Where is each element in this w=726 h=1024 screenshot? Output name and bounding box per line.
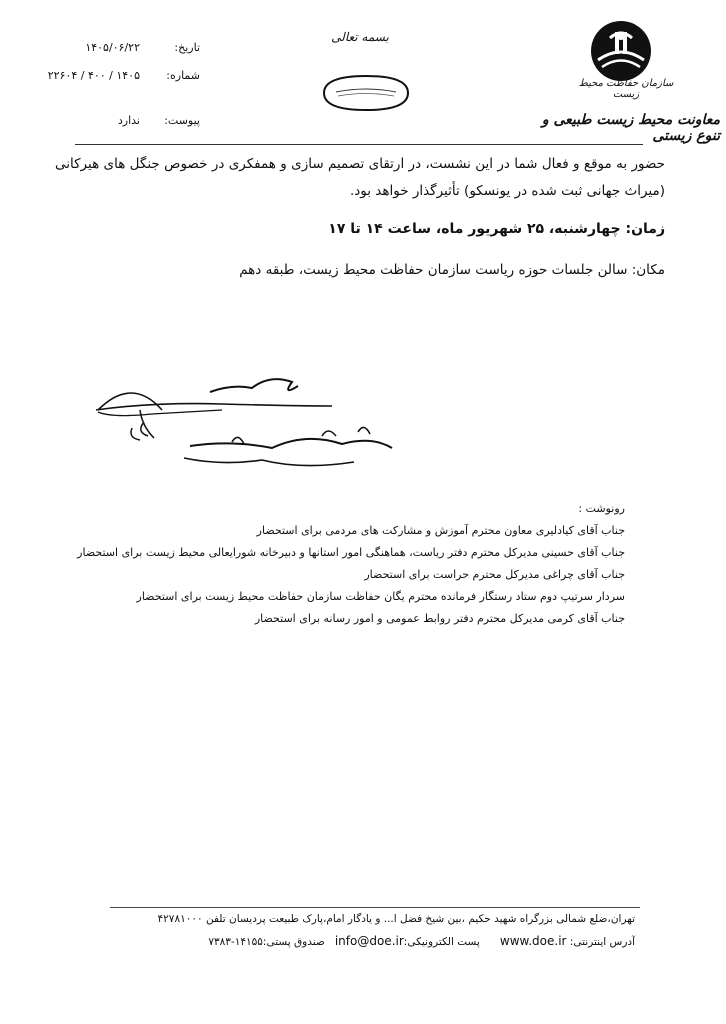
doe-logo	[590, 20, 652, 82]
cc-item: جناب آقای حسینی مدیرکل محترم دفتر ریاست، هماهنگی امور استانها و دبیرخانه شورایعالی محیط زیست برای استحضار	[77, 546, 625, 559]
email-label: پست الکترونیکی:	[403, 936, 480, 948]
cc-label: رونوشت :	[578, 502, 625, 515]
government-seal	[318, 72, 414, 114]
footer-contact	[110, 934, 635, 948]
cc-item: جناب آقای کیادلیری معاون محترم آموزش و مشارکت های مردمی برای استحضار	[256, 524, 625, 537]
attachment-value: ندارد	[117, 114, 140, 127]
email-link[interactable]: info@doe.ir	[334, 934, 404, 948]
pobox-value: ۱۴۱۵۵-۷۳۸۳	[208, 936, 263, 948]
handwritten-signature	[92, 366, 422, 476]
attachment-label: پیوست:	[164, 114, 200, 127]
website-label: آدرس اینترنتی:	[569, 936, 635, 948]
website-link[interactable]: www.doe.ir	[499, 934, 567, 948]
number-label: شماره:	[166, 69, 200, 82]
cc-item: جناب آقای چراغی مدیرکل محترم حراست برای استحضار	[364, 568, 625, 581]
meeting-time: زمان: چهارشنبه، ۲۵ شهریور ماه، ساعت ۱۴ تا ۱۷	[328, 221, 665, 237]
footer-address: تهران،ضلع شمالی بزرگراه شهید حکیم ،بین شیخ فضل ا... و یادگار امام،پارک طبیعت پردیسان تلفن ۴۲۷۸۱۰۰۰	[157, 913, 635, 925]
date-label: تاریخ:	[174, 41, 200, 54]
number-value: ۲۲۶۰۴ / ۴۰۰ / ۱۴۰۵	[47, 69, 140, 82]
header-divider	[75, 144, 643, 145]
meeting-place: مکان: سالن جلسات حوزه ریاست سازمان حفاظت محیط زیست، طبقه دهم	[239, 262, 665, 278]
body-paragraph: حضور به موقع و فعال شما در این نشست، در ارتقای تصمیم سازی و همفکری در خصوص جنگل های هیرکانی (میراث جهانی ثبت شده در یونسکو) تأثیرگذار خواهد بود.	[55, 156, 665, 199]
invocation: بسمه تعالی	[331, 30, 389, 44]
cc-item: سردار سرتیپ دوم ستاد رستگار فرمانده محترم یگان حفاظت سازمان حفاظت محیط زیست برای استحضار	[136, 590, 625, 603]
date-value: ۱۴۰۵/۰۶/۲۲	[85, 41, 140, 54]
cc-item: جناب آقای کرمی مدیرکل محترم دفتر روابط عمومی و امور رسانه برای استحضار	[254, 612, 625, 625]
cc-list	[40, 498, 625, 630]
pobox-label: صندوق پستی:	[262, 936, 325, 948]
org-name: سازمان حفاظت محیط زیست	[578, 78, 674, 100]
footer-divider	[110, 907, 640, 908]
deputy-title: معاونت محیط زیست طبیعی و تنوع زیستی	[541, 112, 720, 144]
